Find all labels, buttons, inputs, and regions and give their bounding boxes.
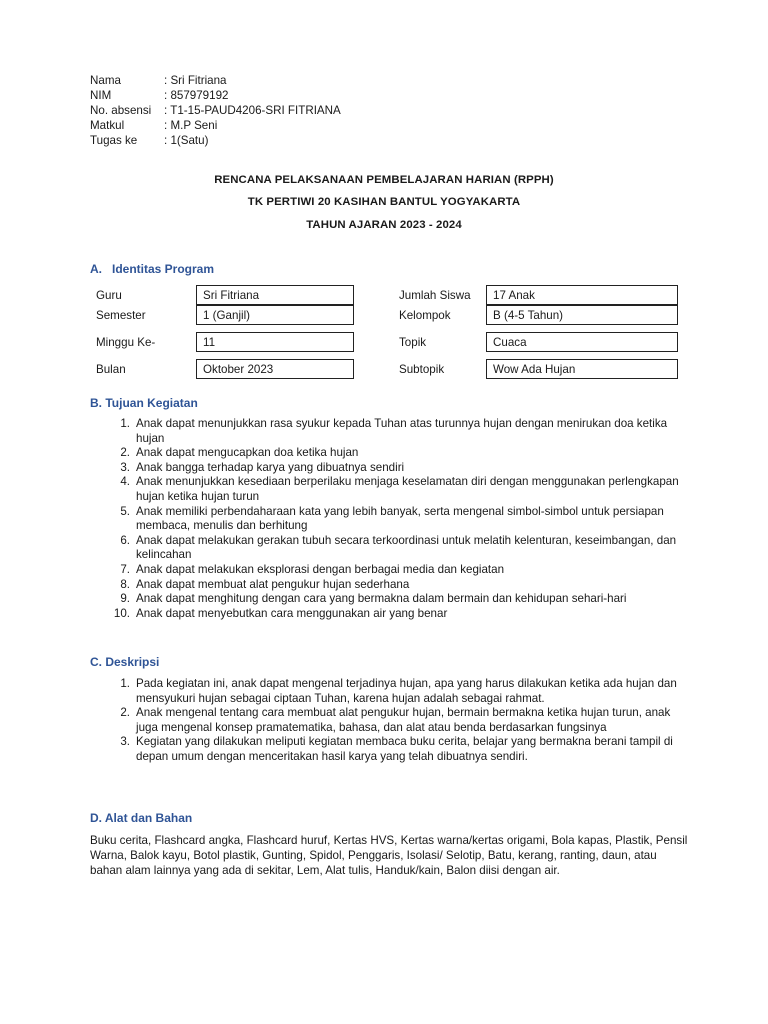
academic-year-title: TAHUN AJARAN 2023 - 2024 (306, 219, 462, 231)
alat-bahan-text: Buku cerita, Flashcard angka, Flashcard huruf, Kertas HVS, Kertas warna/kertas origami, Bola kapas, Plastik, Pensil Warna, Balok kayu, Botol plastik, Gunting, Spidol, Penggaris, Isolasi/ Selotip, Batu, kerang, ranting, daun, atau bahan alam lainnya yang ada di sekitar, Lem, Alat tulis, Handuk/kain, Balon diisi dengan air. (90, 834, 688, 878)
list-item (108, 475, 688, 504)
identity-left-label: Bulan (96, 363, 126, 376)
school-title: TK PERTIWI 20 KASIHAN BANTUL YOGYAKARTA (247, 196, 521, 208)
section-c-heading: C. Deskripsi (90, 655, 160, 669)
list-item-number: 8. (120, 577, 130, 591)
list-item-number: 7. (120, 562, 130, 576)
identity-row (90, 305, 680, 327)
identity-row (90, 359, 680, 381)
student-value: : M.P Seni (164, 119, 218, 132)
list-item (108, 735, 688, 764)
list-item (108, 607, 688, 622)
list-item-text: Anak bangga terhadap karya yang dibuatnya sendiri (136, 460, 405, 474)
list-item-text: Anak memiliki perbendaharaan kata yang lebih banyak, serta mengenal simbol-simbol untuk persiapan membaca, menulis dan berhitung (136, 504, 664, 533)
list-item-text: Anak dapat melakukan gerakan tubuh secara terkoordinasi untuk melatih kelenturan, keseimbangan, dan kelincahan (136, 533, 677, 562)
identity-left-value: 1 (Ganjil) (196, 305, 354, 325)
student-label: Tugas ke (90, 134, 138, 147)
list-item-text: Anak dapat melakukan eksplorasi dengan berbagai media dan kegiatan (136, 562, 505, 576)
identity-right-label: Topik (399, 336, 427, 349)
identity-left-label: Semester (96, 309, 146, 322)
list-item (108, 677, 688, 706)
list-item-number: 2. (120, 446, 130, 460)
tujuan-list (108, 417, 688, 621)
list-item-text: Pada kegiatan ini, anak dapat mengenal terjadinya hujan, apa yang harus dilakukan ketika ada hujan dan mensyukuri hujan sebagai ciptaan Tuhan, karena hujan adalah sebagai rahmat. (136, 677, 677, 705)
student-value: : 857979192 (164, 89, 229, 102)
identity-left-value: Oktober 2023 (196, 359, 354, 379)
list-item-text: Anak dapat membuat alat pengukur hujan sederhana (136, 577, 410, 591)
list-item-text: Anak mengenal tentang cara membuat alat pengukur hujan, bermain bermakna ketika hujan turun, anak juga mengenal konsep pramatematika, bahasa, dan alat atau benda berdasarkan fungsinya (136, 706, 671, 734)
list-item (108, 417, 688, 446)
identity-right-value: Cuaca (486, 332, 678, 352)
identity-right-label: Jumlah Siswa (399, 289, 471, 302)
student-row-matkul (90, 118, 341, 133)
student-label: NIM (90, 89, 112, 102)
student-label: Matkul (90, 119, 125, 132)
student-row-absensi (90, 103, 341, 118)
list-item (108, 592, 688, 607)
list-item (108, 706, 688, 735)
student-info (90, 73, 341, 148)
section-a-title: Identitas Program (112, 262, 215, 276)
list-item-number: 1. (120, 677, 130, 690)
list-item-text: Anak dapat menunjukkan rasa syukur kepada Tuhan atas turunnya hujan dengan menirukan doa ketika hujan (136, 417, 668, 445)
identity-left-label: Guru (96, 289, 122, 302)
list-item-number: 3. (120, 735, 130, 749)
identity-left-label: Minggu Ke- (96, 336, 156, 349)
deskripsi-list (108, 677, 688, 765)
section-a-heading (90, 262, 214, 276)
student-label: No. absensi (90, 104, 152, 117)
identity-right-label: Subtopik (399, 363, 445, 376)
student-row-tugas (90, 133, 341, 148)
list-item-number: 3. (120, 460, 130, 474)
student-value: : T1-15-PAUD4206-SRI FITRIANA (164, 104, 341, 117)
list-item (108, 578, 688, 593)
student-value: : Sri Fitriana (164, 74, 227, 87)
list-item-text: Anak menunjukkan kesediaan berperilaku menjaga keselamatan diri dengan menggunakan perlengkapan hujan ketika hujan turun (136, 475, 679, 503)
student-label: Nama (90, 74, 121, 87)
student-row-nim (90, 88, 341, 103)
list-item-number: 9. (120, 592, 130, 606)
document-title: RENCANA PELAKSANAAN PEMBELAJARAN HARIAN (RPPH) (214, 174, 554, 186)
list-item-number: 10. (113, 606, 130, 620)
list-item-number: 4. (120, 475, 130, 489)
list-item (108, 446, 688, 461)
list-item-number: 5. (120, 504, 130, 518)
identity-left-value: Sri Fitriana (196, 285, 354, 305)
student-row-name (90, 73, 341, 88)
identity-row (90, 332, 680, 354)
section-d-heading: D. Alat dan Bahan (90, 811, 193, 825)
list-item-number: 2. (120, 706, 130, 720)
student-value: : 1(Satu) (164, 134, 209, 147)
list-item (108, 505, 688, 534)
list-item (108, 534, 688, 563)
list-item-number: 1. (120, 417, 130, 430)
list-item-text: Anak dapat menyebutkan cara menggunakan air yang benar (136, 606, 448, 620)
identity-left-value: 11 (196, 332, 354, 352)
list-item-text: Anak dapat menghitung dengan cara yang bermakna dalam bermain dan kehidupan sehari-hari (136, 592, 627, 606)
identity-right-label: Kelompok (399, 309, 451, 322)
list-item-text: Anak dapat mengucapkan doa ketika hujan (136, 446, 359, 460)
list-item-number: 6. (120, 533, 130, 547)
identity-right-value: 17 Anak (486, 285, 678, 305)
section-b-heading: B. Tujuan Kegiatan (90, 396, 198, 410)
list-item-text: Kegiatan yang dilakukan meliputi kegiatan membaca buku cerita, belajar yang bermakna berani tampil di depan umum dengan menceritakan hasil karya yang telah dibuatnya sendiri. (136, 735, 673, 763)
list-item (108, 461, 688, 476)
list-item (108, 563, 688, 578)
identity-row (90, 285, 680, 307)
identity-right-value: Wow Ada Hujan (486, 359, 678, 379)
section-a-letter: A. (90, 262, 102, 276)
identity-right-value: B (4-5 Tahun) (486, 305, 678, 325)
